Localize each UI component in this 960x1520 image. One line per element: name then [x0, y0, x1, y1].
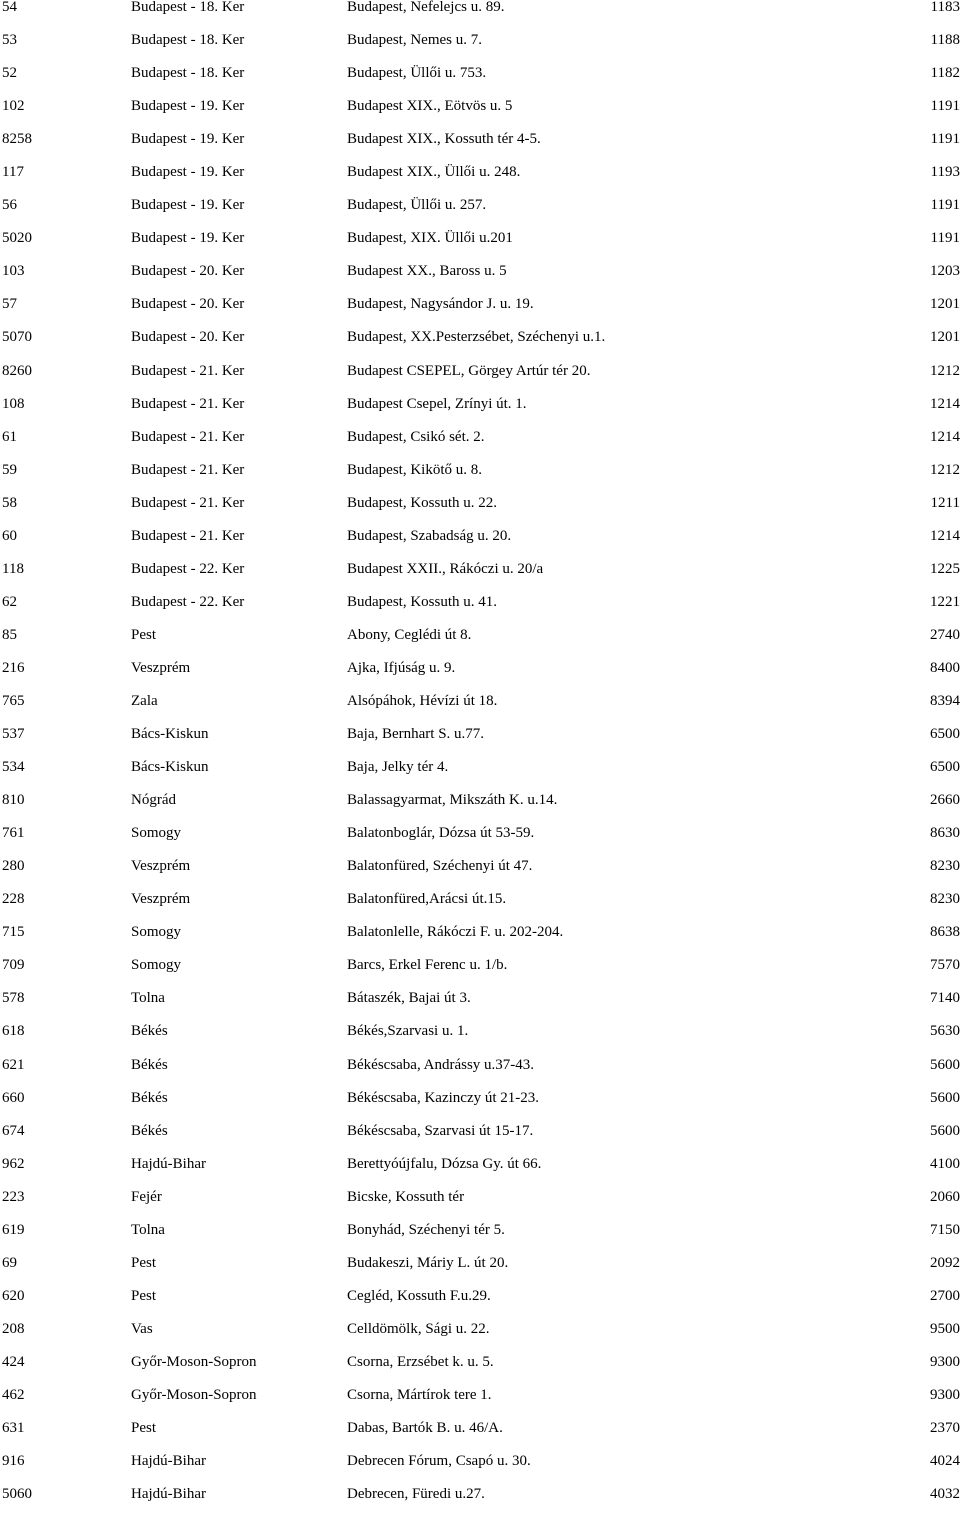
branch-region: Budapest - 21. Ker — [131, 362, 245, 379]
branch-region: Bács-Kiskun — [131, 759, 209, 776]
table-row — [0, 1256, 960, 1289]
table-row — [0, 1454, 960, 1487]
branch-region: Pest — [131, 1420, 157, 1437]
branch-address: Ajka, Ifjúság u. 9. — [347, 659, 456, 676]
branch-postcode: 1203 — [930, 263, 960, 280]
branch-postcode: 6500 — [930, 759, 960, 776]
table-row — [0, 66, 960, 99]
branch-region: Budapest - 18. Ker — [131, 0, 245, 15]
table-row — [0, 958, 960, 991]
branch-id: 660 — [2, 1089, 25, 1106]
table-row — [0, 628, 960, 661]
branch-address: Bátaszék, Bajai út 3. — [347, 990, 471, 1007]
branch-address: Budapest, Üllői u. 753. — [347, 65, 487, 82]
branch-address: Békés,Szarvasi u. 1. — [347, 1023, 469, 1040]
branch-address: Debrecen Fórum, Csapó u. 30. — [347, 1453, 531, 1470]
branch-address: Balatonboglár, Dózsa út 53-59. — [347, 825, 535, 842]
table-row — [0, 892, 960, 925]
table-row — [0, 33, 960, 66]
table-row — [0, 231, 960, 264]
branch-address: Békéscsaba, Kazinczy út 21-23. — [347, 1089, 540, 1106]
branch-address: Alsópáhok, Hévízi út 18. — [347, 692, 498, 709]
branch-id: 5020 — [2, 230, 32, 247]
branch-postcode: 1191 — [930, 230, 960, 247]
table-row — [0, 1388, 960, 1421]
branch-region: Somogy — [131, 924, 182, 941]
table-row — [0, 661, 960, 694]
branch-region: Pest — [131, 1287, 157, 1304]
branch-region: Hajdú-Bihar — [131, 1155, 206, 1172]
branch-postcode: 1182 — [930, 65, 960, 82]
branch-region: Békés — [131, 1122, 168, 1139]
branch-region: Budapest - 22. Ker — [131, 593, 245, 610]
branch-id: 620 — [2, 1287, 25, 1304]
table-row — [0, 1157, 960, 1190]
branch-address: Budapest XIX., Kossuth tér 4-5. — [347, 131, 541, 148]
branch-region: Tolna — [131, 990, 165, 1007]
branch-region: Budapest - 21. Ker — [131, 494, 245, 511]
table-row — [0, 397, 960, 430]
branch-region: Győr-Moson-Sopron — [131, 1353, 257, 1370]
branch-region: Budapest - 21. Ker — [131, 461, 245, 478]
branch-postcode: 8230 — [930, 858, 960, 875]
branch-region: Budapest - 21. Ker — [131, 395, 245, 412]
table-row — [0, 364, 960, 397]
branch-address: Budapest, Kossuth u. 22. — [347, 494, 497, 511]
branch-id: 61 — [2, 428, 17, 445]
branch-address: Balassagyarmat, Mikszáth K. u.14. — [347, 792, 558, 809]
table-row — [0, 991, 960, 1024]
branch-postcode: 1214 — [930, 527, 960, 544]
table-row — [0, 1223, 960, 1256]
branch-address: Budapest XIX., Üllői u. 248. — [347, 164, 521, 181]
branch-region: Budapest - 19. Ker — [131, 230, 245, 247]
branch-postcode: 4024 — [930, 1453, 960, 1470]
table-row — [0, 463, 960, 496]
branch-region: Budapest - 18. Ker — [131, 32, 245, 49]
branch-id: 53 — [2, 32, 17, 49]
branch-postcode: 2660 — [930, 792, 960, 809]
branch-id: 962 — [2, 1155, 25, 1172]
branch-address: Balatonlelle, Rákóczi F. u. 202-204. — [347, 924, 564, 941]
branch-id: 8258 — [2, 131, 32, 148]
branch-address: Csorna, Erzsébet k. u. 5. — [347, 1353, 494, 1370]
branch-region: Békés — [131, 1023, 168, 1040]
branch-address: Cegléd, Kossuth F.u.29. — [347, 1287, 491, 1304]
branch-postcode: 2370 — [930, 1420, 960, 1437]
branch-region: Tolna — [131, 1221, 165, 1238]
branch-id: 223 — [2, 1188, 25, 1205]
branch-address: Budakeszi, Máriy L. út 20. — [347, 1254, 509, 1271]
branch-postcode: 1225 — [930, 560, 960, 577]
branch-postcode: 1183 — [930, 0, 960, 15]
branch-address: Budapest, Csikó sét. 2. — [347, 428, 485, 445]
branch-address: Balatonfüred,Arácsi út.15. — [347, 891, 507, 908]
table-row — [0, 297, 960, 330]
branch-id: 280 — [2, 858, 25, 875]
branch-region: Békés — [131, 1056, 168, 1073]
branch-id: 60 — [2, 527, 17, 544]
table-row — [0, 1421, 960, 1454]
branch-id: 621 — [2, 1056, 25, 1073]
table-row — [0, 330, 960, 363]
branch-id: 102 — [2, 98, 25, 115]
branch-region: Budapest - 19. Ker — [131, 131, 245, 148]
branch-region: Budapest - 20. Ker — [131, 263, 245, 280]
branch-address: Budapest CSEPEL, Görgey Artúr tér 20. — [347, 362, 591, 379]
branch-address: Barcs, Erkel Ferenc u. 1/b. — [347, 957, 508, 974]
branch-id: 208 — [2, 1320, 25, 1337]
branch-postcode: 6500 — [930, 726, 960, 743]
table-row — [0, 496, 960, 529]
branch-postcode: 1212 — [930, 362, 960, 379]
table-row — [0, 727, 960, 760]
branch-id: 69 — [2, 1254, 17, 1271]
table-row — [0, 132, 960, 165]
branch-postcode: 8394 — [930, 692, 960, 709]
branch-postcode: 7140 — [930, 990, 960, 1007]
table-row — [0, 793, 960, 826]
branch-id: 619 — [2, 1221, 25, 1238]
table-row — [0, 760, 960, 793]
branch-region: Zala — [131, 692, 158, 709]
table-row — [0, 1355, 960, 1388]
branch-region: Veszprém — [131, 659, 191, 676]
branch-region: Hajdú-Bihar — [131, 1486, 206, 1503]
branch-address: Budapest, Üllői u. 257. — [347, 197, 487, 214]
table-row — [0, 694, 960, 727]
branch-id: 534 — [2, 759, 25, 776]
branch-postcode: 4100 — [930, 1155, 960, 1172]
branch-postcode: 1211 — [930, 494, 960, 511]
branch-address: Bicske, Kossuth tér — [347, 1188, 465, 1205]
branch-id: 810 — [2, 792, 25, 809]
branch-postcode: 1201 — [930, 329, 960, 346]
branch-id: 537 — [2, 726, 25, 743]
branch-region: Pest — [131, 626, 157, 643]
branch-id: 216 — [2, 659, 25, 676]
table-row — [0, 1124, 960, 1157]
table-row — [0, 529, 960, 562]
branch-postcode: 8630 — [930, 825, 960, 842]
table-row — [0, 0, 960, 33]
branch-region: Budapest - 19. Ker — [131, 164, 245, 181]
table-row — [0, 198, 960, 231]
branch-id: 631 — [2, 1420, 25, 1437]
branch-region: Nógrád — [131, 792, 176, 809]
branch-postcode: 2092 — [930, 1254, 960, 1271]
branch-postcode: 1221 — [930, 593, 960, 610]
table-row — [0, 562, 960, 595]
branch-postcode: 1191 — [930, 131, 960, 148]
branch-address: Dabas, Bartók B. u. 46/A. — [347, 1420, 503, 1437]
branch-id: 462 — [2, 1386, 25, 1403]
branch-postcode: 8400 — [930, 659, 960, 676]
branch-id: 761 — [2, 825, 25, 842]
branch-postcode: 2700 — [930, 1287, 960, 1304]
branch-id: 117 — [2, 164, 24, 181]
branch-address: Baja, Jelky tér 4. — [347, 759, 449, 776]
branch-address: Budapest XXII., Rákóczi u. 20/a — [347, 560, 544, 577]
table-row — [0, 1322, 960, 1355]
branch-address: Abony, Ceglédi út 8. — [347, 626, 472, 643]
branch-region: Veszprém — [131, 891, 191, 908]
branch-postcode: 1212 — [930, 461, 960, 478]
branch-address: Budapest, Szabadság u. 20. — [347, 527, 512, 544]
branch-address: Békéscsaba, Szarvasi út 15-17. — [347, 1122, 534, 1139]
branch-id: 916 — [2, 1453, 25, 1470]
branch-region: Somogy — [131, 957, 182, 974]
branch-region: Budapest - 21. Ker — [131, 527, 245, 544]
table-row — [0, 925, 960, 958]
branch-postcode: 7570 — [930, 957, 960, 974]
branch-id: 58 — [2, 494, 17, 511]
branch-region: Békés — [131, 1089, 168, 1106]
branch-id: 118 — [2, 560, 24, 577]
table-row — [0, 1058, 960, 1091]
branch-id: 52 — [2, 65, 17, 82]
branch-address: Bonyhád, Széchenyi tér 5. — [347, 1221, 505, 1238]
table-row — [0, 1190, 960, 1223]
branch-address: Budapest Csepel, Zrínyi út. 1. — [347, 395, 527, 412]
branch-region: Győr-Moson-Sopron — [131, 1386, 257, 1403]
branch-address: Csorna, Mártírok tere 1. — [347, 1386, 492, 1403]
branch-postcode: 9300 — [930, 1386, 960, 1403]
branch-id: 424 — [2, 1353, 25, 1370]
branch-region: Vas — [131, 1320, 153, 1337]
branch-region: Budapest - 19. Ker — [131, 98, 245, 115]
branch-postcode: 2740 — [930, 626, 960, 643]
branch-address: Celldömölk, Sági u. 22. — [347, 1320, 490, 1337]
branch-address: Berettyóújfalu, Dózsa Gy. út 66. — [347, 1155, 542, 1172]
branch-postcode: 8638 — [930, 924, 960, 941]
branch-postcode: 1191 — [930, 197, 960, 214]
branch-region: Fejér — [131, 1188, 162, 1205]
branch-id: 85 — [2, 626, 17, 643]
branch-address: Budapest XX., Baross u. 5 — [347, 263, 507, 280]
branch-region: Budapest - 18. Ker — [131, 65, 245, 82]
branch-postcode: 1193 — [930, 164, 960, 181]
branch-region: Budapest - 20. Ker — [131, 329, 245, 346]
branch-postcode: 5600 — [930, 1089, 960, 1106]
branch-postcode: 9500 — [930, 1320, 960, 1337]
branch-postcode: 8230 — [930, 891, 960, 908]
table-row — [0, 264, 960, 297]
branch-address: Budapest, Nemes u. 7. — [347, 32, 482, 49]
branch-id: 674 — [2, 1122, 25, 1139]
branch-postcode: 9300 — [930, 1353, 960, 1370]
branch-postcode: 5600 — [930, 1056, 960, 1073]
branch-postcode: 1214 — [930, 395, 960, 412]
table-row — [0, 1487, 960, 1520]
branch-id: 709 — [2, 957, 25, 974]
branch-id: 228 — [2, 891, 25, 908]
branch-id: 57 — [2, 296, 17, 313]
branch-id: 715 — [2, 924, 25, 941]
table-row — [0, 595, 960, 628]
branch-address: Békéscsaba, Andrássy u.37-43. — [347, 1056, 535, 1073]
table-row — [0, 1024, 960, 1057]
branch-address: Budapest, Nefelejcs u. 89. — [347, 0, 505, 15]
branch-postcode: 5630 — [930, 1023, 960, 1040]
branch-id: 618 — [2, 1023, 25, 1040]
branch-postcode: 4032 — [930, 1486, 960, 1503]
table-row — [0, 859, 960, 892]
branch-id: 765 — [2, 692, 25, 709]
branch-region: Budapest - 21. Ker — [131, 428, 245, 445]
table-row — [0, 430, 960, 463]
branch-region: Somogy — [131, 825, 182, 842]
branch-region: Hajdú-Bihar — [131, 1453, 206, 1470]
branch-id: 108 — [2, 395, 25, 412]
branch-address: Budapest XIX., Eötvös u. 5 — [347, 98, 513, 115]
branch-postcode: 1188 — [930, 32, 960, 49]
branch-address: Budapest, Kossuth u. 41. — [347, 593, 497, 610]
table-row — [0, 165, 960, 198]
branch-address: Budapest, Nagysándor J. u. 19. — [347, 296, 534, 313]
table-row — [0, 826, 960, 859]
branch-region: Pest — [131, 1254, 157, 1271]
branch-address: Budapest, XIX. Üllői u.201 — [347, 230, 513, 247]
branch-address: Baja, Bernhart S. u.77. — [347, 726, 485, 743]
branch-postcode: 1201 — [930, 296, 960, 313]
branch-address: Balatonfüred, Széchenyi út 47. — [347, 858, 533, 875]
branch-id: 8260 — [2, 362, 32, 379]
branch-id: 578 — [2, 990, 25, 1007]
branch-id: 56 — [2, 197, 17, 214]
branch-postcode: 1214 — [930, 428, 960, 445]
branch-region: Budapest - 20. Ker — [131, 296, 245, 313]
branch-region: Veszprém — [131, 858, 191, 875]
branch-id: 62 — [2, 593, 17, 610]
branch-address: Debrecen, Füredi u.27. — [347, 1486, 485, 1503]
table-row — [0, 99, 960, 132]
table-row — [0, 1091, 960, 1124]
branch-region: Bács-Kiskun — [131, 726, 209, 743]
branch-region: Budapest - 22. Ker — [131, 560, 245, 577]
branch-postcode: 7150 — [930, 1221, 960, 1238]
branch-id: 59 — [2, 461, 17, 478]
branch-id: 103 — [2, 263, 25, 280]
branch-postcode: 1191 — [930, 98, 960, 115]
branch-id: 54 — [2, 0, 17, 15]
branch-id: 5060 — [2, 1486, 32, 1503]
branch-region: Budapest - 19. Ker — [131, 197, 245, 214]
branch-postcode: 5600 — [930, 1122, 960, 1139]
branch-address: Budapest, XX.Pesterzsébet, Széchenyi u.1. — [347, 329, 606, 346]
table-row — [0, 1289, 960, 1322]
branch-id: 5070 — [2, 329, 32, 346]
branch-address: Budapest, Kikötő u. 8. — [347, 461, 482, 478]
branch-postcode: 2060 — [930, 1188, 960, 1205]
